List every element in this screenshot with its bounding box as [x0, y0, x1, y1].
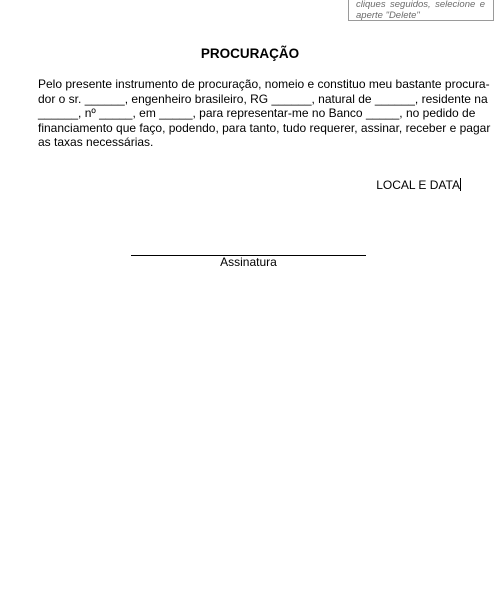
- instruction-note-line-2: aperte "Delete": [356, 10, 420, 21]
- text-cursor: [460, 178, 461, 191]
- document-title: PROCURAÇÃO: [200, 46, 300, 61]
- paragraph-line-2: dor o sr. ______, engenheiro brasileiro, RG ______, natural de ______, residente na: [38, 91, 488, 106]
- document-body-paragraph[interactable]: [38, 77, 491, 150]
- signature-label: Assinatura: [220, 255, 277, 269]
- paragraph-line-4: financiamento que faço, podendo, para tanto, tudo requerer, assinar, receber e pagar: [38, 120, 491, 135]
- paragraph-line-3: ______, nº _____, em _____, para representar-me no Banco _____, no pedido de: [38, 106, 476, 121]
- instruction-note: [348, 0, 494, 21]
- place-and-date-field[interactable]: [376, 178, 461, 193]
- place-and-date-text: LOCAL E DATA: [376, 178, 460, 192]
- paragraph-line-5: as taxas necessárias.: [38, 135, 154, 150]
- instruction-note-line-1: cliques seguidos, selecione e: [356, 0, 485, 10]
- paragraph-line-1: Pelo presente instrumento de procuração, nomeio e constituo meu bastante procura-: [38, 77, 490, 91]
